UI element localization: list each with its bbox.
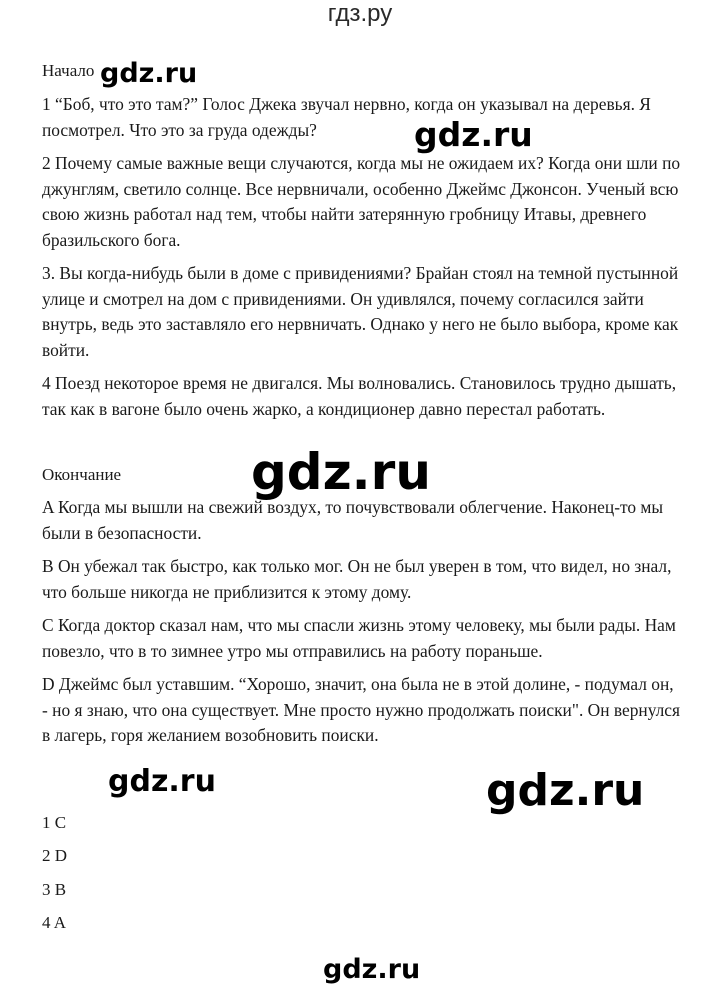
beginning-heading: Начало [42,61,95,80]
ending-item-a: A Когда мы вышли на свежий воздух, то почувствовали облегчение. Наконец-то мы были в безопасности. [42,497,664,543]
beginning-item-4: 4 Поезд некоторое время не двигался. Мы волновались. Становилось трудно дышать, так как в вагоне было очень жарко, а кондиционер давно перестал работать. [42,373,677,419]
watermark: gdz.ru [414,115,533,154]
site-title: гдз.ру [327,0,393,27]
watermark: gdz.ru [108,764,216,799]
watermark: gdz.ru [251,443,431,501]
watermark: gdz.ru [323,954,421,985]
ending-item-d: D Джеймс был уставшим. “Хорошо, значит, она была не в этой долине, - подумал он, - но я знаю, что она существует. Мне просто нужно продолжать поиски". Он вернулся в лагерь, горя желанием возобновить поиски. [42,674,681,745]
beginning-item-2: 2 Почему самые важные вещи случаются, когда мы не ожидаем их? Когда они шли по джунглям, светило солнце. Все нервничали, особенно Джеймс Джонсон. Ученый всю свою жизнь работал над тем, чтобы найти затерянную гробницу Итавы, древнего бразильского бога. [42,153,681,250]
ending-item-c: C Когда доктор сказал нам, что мы спасли жизнь этому человеку, мы были рады. Нам повезло, что в то зимнее утро мы отправились на работу пораньше. [42,615,676,661]
beginning-item-3: 3. Вы когда-нибудь были в доме с привидениями? Брайан стоял на темной пустынной улице и смотрел на дом с привидениями. Он удивлялся, почему согласился зайти внутрь, ведь это заставляло его нервничать. Однако у него не было выбора, кроме как войти. [42,263,679,360]
watermark: gdz.ru [100,58,198,89]
answer-2: 2 D [42,846,68,865]
ending-item-b: B Он убежал так быстро, как только мог. Он не был уверен в том, что видел, но знал, что больше никогда не приблизится к этому дому. [42,556,672,602]
answer-4: 4 A [42,913,67,932]
answer-3: 3 B [42,880,67,899]
beginning-item-1: 1 “Боб, что это там?” Голос Джека звучал нервно, когда он указывал на деревья. Я посмотрел. Что это за груда одежды? [42,94,651,140]
ending-heading: Окончание [42,465,122,484]
document-body [42,56,682,749]
watermark: gdz.ru [486,765,645,816]
answer-1: 1 C [42,813,67,832]
